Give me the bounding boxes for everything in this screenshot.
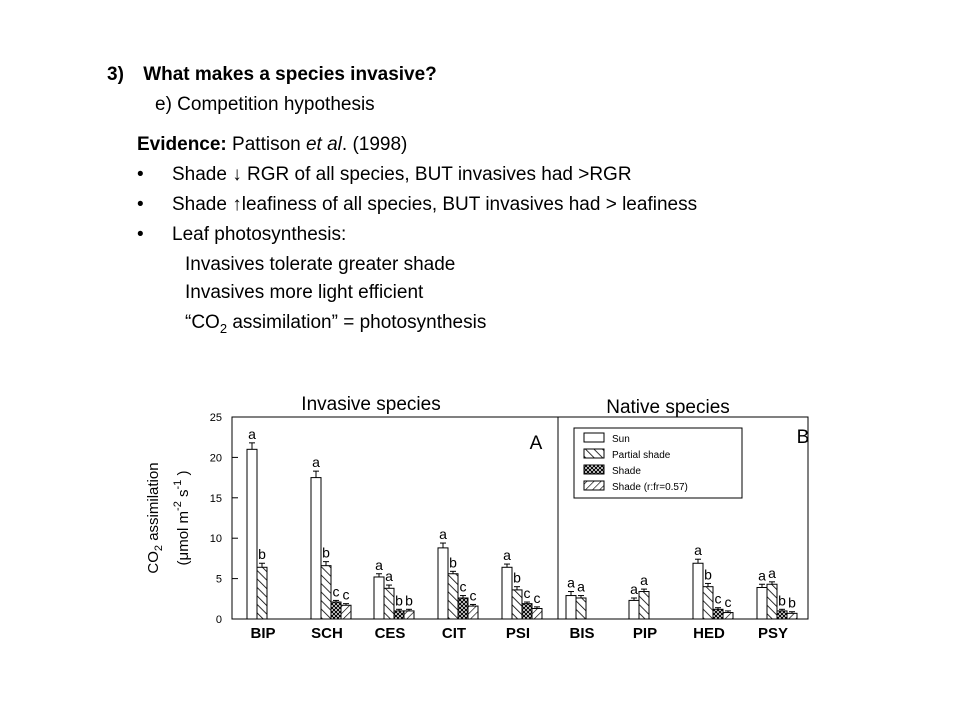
sub-item-2: Invasives more light efficient [185,282,424,303]
bar-cit-sun [438,548,448,619]
category-label-bis: BIS [569,625,595,642]
y-tick-label: 0 [215,614,222,626]
significance-letter: a [768,564,776,581]
significance-letter: a [385,568,393,585]
bullet-text: Shade ↑leafiness of all species, BUT invasives had > leafiness [172,194,698,215]
panel-letter-a: A [529,433,543,454]
evidence-tail: . (1998) [341,134,408,155]
significance-letter: a [439,526,447,543]
panel-title-invasive: Invasive species [301,394,441,415]
bar-cit-shade-rfr [468,606,478,619]
legend-label-shade-rfr: Shade (r:fr=0.57) [612,482,688,493]
bar-sch-partial-shade [321,566,331,619]
evidence-author: Pattison [232,134,301,155]
legend-label-shade: Shade [612,466,641,477]
y-tick-label: 15 [209,492,222,505]
significance-letter: b [788,594,796,611]
bar-ces-shade [394,611,404,619]
bullet-text: Leaf photosynthesis: [172,224,347,245]
bar-psi-partial-shade [512,590,522,619]
bar-psy-partial-shade [767,584,777,619]
bar-hed-shade-rfr [723,613,733,619]
bar-bip-partial-shade [257,567,267,619]
significance-letter: a [630,580,638,597]
significance-letter: c [714,590,722,607]
significance-letter: a [567,574,575,591]
significance-letter: c [342,586,350,603]
category-label-hed: HED [693,625,725,642]
significance-letter: a [375,556,383,573]
legend-swatch-sun [584,433,604,442]
significance-letter: a [694,542,702,559]
bar-cit-partial-shade [448,574,458,619]
y-axis-label-line1: $CO_2$ assimilation [145,462,165,574]
bar-ces-shade-rfr [404,611,414,619]
significance-letter: a [577,578,585,595]
evidence-label: Evidence: [137,134,227,155]
significance-letter: b [778,592,786,609]
y-axis-label-line2: (μmol $m^{-2}$ $s^{-1}$ ) [172,470,192,566]
category-label-cit: CIT [441,625,467,642]
significance-letter: a [503,547,511,564]
bullet-dot: • [137,164,144,185]
significance-letter: b [449,554,457,571]
significance-letter: a [758,567,766,584]
bar-hed-shade [713,609,723,619]
significance-letter: a [248,425,256,442]
bar-bis-partial-shade [576,598,586,619]
bullet-dot: • [137,194,144,215]
bar-hed-sun [693,563,703,619]
bar-psi-sun [502,567,512,619]
significance-letter: a [640,572,648,589]
co2-post: assimilation” = photosynthesis [227,312,487,333]
significance-letter: b [704,566,712,583]
co2-sub: 2 [219,320,228,336]
y-tick-label: 10 [209,533,222,546]
category-labels [250,625,788,642]
bar-pip-sun [629,600,639,619]
significance-letter: b [322,544,330,561]
heading-number: 3) [107,64,124,85]
y-tick-label: 25 [209,412,222,424]
category-label-psy: PSY [757,625,789,642]
category-label-sch: SCH [311,625,343,642]
bar-ces-partial-shade [384,588,394,619]
significance-letter: b [258,546,266,563]
bar-pip-partial-shade [639,592,649,619]
category-label-ces: CES [374,625,406,642]
legend [574,428,742,498]
legend-swatch-shade-rfr [584,481,604,490]
legend-swatch-shade [584,465,604,474]
evidence-etal: et al [305,134,342,155]
category-label-psi: PSI [505,625,531,642]
bar-psy-shade [777,611,787,619]
legend-swatch-partial-shade [584,449,604,458]
significance-letter: c [724,593,732,610]
bar-bis-sun [566,596,576,619]
bar-bip-sun [247,449,257,619]
bar-psy-sun [757,587,767,619]
significance-letter: c [523,585,531,602]
bar-hed-partial-shade [703,587,713,619]
category-label-pip: PIP [632,625,658,642]
panel-letter-b: B [796,427,810,448]
bar-psy-shade-rfr [787,613,797,619]
significance-letter: b [405,592,413,609]
panel-title-native: Native species [606,397,730,418]
significance-letter: a [312,454,320,471]
bullet-dot: • [137,224,144,245]
heading-text: What makes a species invasive? [143,64,437,85]
significance-letter: c [533,589,541,606]
slide-subheading: e) Competition hypothesis [155,94,375,115]
y-axis [210,412,238,626]
significance-letter: c [332,583,340,600]
category-label-bip: BIP [250,625,276,642]
y-tick-label: 5 [215,573,222,586]
y-tick-label: 20 [209,452,222,465]
sub-item-1: Invasives tolerate greater shade [185,254,456,275]
significance-letter: c [459,578,467,595]
bar-sch-sun [311,478,321,619]
significance-letter: c [469,587,477,604]
bar-sch-shade [331,602,341,619]
co2-pre: “CO [185,312,220,333]
significance-letter: b [395,592,403,609]
bar-psi-shade-rfr [532,608,542,619]
legend-label-sun: Sun [612,434,630,445]
bullet-text: Shade ↓ RGR of all species, BUT invasives had >RGR [172,164,632,185]
bar-psi-shade [522,604,532,619]
bar-sch-shade-rfr [341,605,351,619]
significance-letter: b [513,569,521,586]
bar-cit-shade [458,598,468,619]
bar-ces-sun [374,577,384,619]
legend-label-partial-shade: Partial shade [612,450,671,461]
